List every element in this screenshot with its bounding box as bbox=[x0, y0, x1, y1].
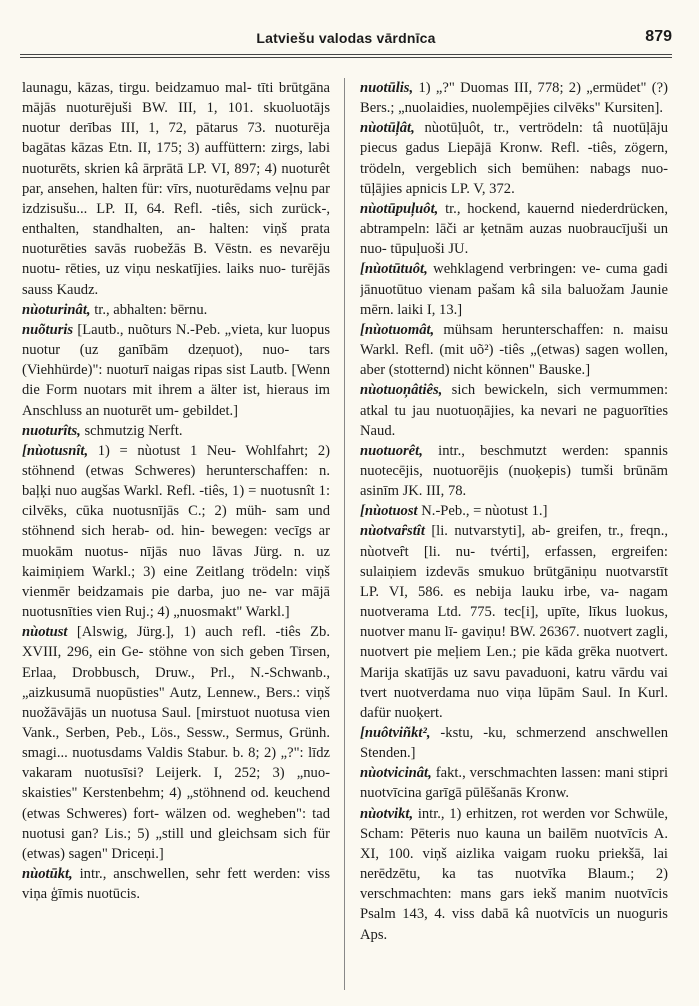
entry-headword: [nùotuost bbox=[360, 503, 418, 520]
entry-definition: intr., anschwellen, sehr fett werden: viss viņa ģīmis nuotūcis. bbox=[22, 866, 330, 903]
entry-definition: [Alswig, Jürg.], 1) auch refl. -tiês Zb. XVIII, 296, ein Ge- stöhne von sich geben Tirsen, Erlaa, Drobbusch, Druw., Prl., N.-Schwanb., „aizkusumā nuopūsties" Autz, Lennew., Bers.: viņš nuožāvājās un nuotusa Saul. [mirstuot nuotusa vien Vank., Serben, Peb., Lös., Sessw., Sermus, Grünh. smagi... nuotusdams Valdis Stabur. b. 8; 2) „?": līdz vakaram nuotusīsi? Leijerk. I, 252; 3) „nuo- skaisties" Kerstenbehm; 4) „stöhnend od. keuchend (etwas Schweres) fort- wälzen od. wegheben": tad nuotusi gan? Lis.; 5) „still und gleichsam sich für (etwas) sagen" Driceņi.] bbox=[22, 624, 330, 862]
entry-headword: nuotuorêt, bbox=[360, 442, 423, 459]
entry-headword: nùotuoņâtiês, bbox=[360, 382, 443, 399]
entry-headword: nùotūpuļuôt, bbox=[360, 200, 439, 217]
entry-definition: [li. nutvarstyti], ab- greifen, tr., freqn., nùotveȓt [li. nu- tvérti], erfassen, ergreifen: sulaiņiem izdevās smukuo brūtgāniņu nuotvarstīt LP. VI, 586. es nebija lauku irbe, va- nagam nuotverama Ltd. 775. tec[i], upīte, līkus luokus, nuotver manu lī- gaviņu! BW. 26367. nuotvert zagli, nuotvert pie meļiem Len.; pie kāda grēka nuotvert. Marija skatījās uz savu pavaduoni, katru vārdu vai tvert nuotverdama nuo viņa lūpām Saul. In Kurl. dafür nuoķert. bbox=[360, 523, 668, 721]
dictionary-entry bbox=[22, 622, 330, 864]
entry-headword: nùotust bbox=[22, 624, 68, 641]
column-divider bbox=[344, 78, 345, 990]
entry-headword: nùotvaȓstît bbox=[360, 523, 425, 540]
running-head bbox=[20, 22, 672, 56]
entry-definition: sich bewickeln, sich vermummen: atkal tu jau nuotuoņājies, ka nevari ne paguorīties Naud. bbox=[360, 382, 668, 439]
entry-definition: launagu, kāzas, tirgu. beidzamuo mal- tīti brūtgāna mājās nuoturējuši BW. III, 1, 101. skuoluotājs nuotur derības III, 1, 72, pātarus 73. nuoturēja bagātas kāzas Etn. II, 175; 3) auffüttern: zirgs, labi nuoturēts, skrien kâ ārprātā LP. VI, 897; 4) nuoturêt par, ansehen, halten für: vīrs, nuoturēdams veļnu par izdzisušu... LP. II, 64. Refl. -tiês, sich zurück-, enthalten, standhalten, an- halten: viņš prata nuoturēties savās ruobežās B. Vēstn. es nevarēju nuotu- rēties, uz viņu neskatījies. laiks nuo- turējās sauss Kaudz. bbox=[22, 80, 330, 298]
entry-headword: [nùotuomât, bbox=[360, 321, 435, 338]
dictionary-entry bbox=[360, 501, 668, 521]
entry-definition: N.-Peb., = nùotust 1.] bbox=[421, 503, 548, 520]
left-column bbox=[22, 78, 330, 990]
dictionary-entry bbox=[360, 723, 668, 763]
entry-definition: 1) = nùotust 1 Neu- Wohlfahrt; 2) stöhnend (etwas Schweres) herunterschaffen: n. baļķi nuo augšas Warkl. Refl. -tiês, 1) = nuotusnît 1: cilvēks, cūka nuotusnījās C.; 2) müh- sam und stöhnend sich herab- od. hin- bewegen: vecīgs ar muokām nuotus- nījās nuo lāvas Jürg. n. uz kaimiņiem Warkl.; 3) eine Zeitlang trödeln: viņš vienmēr beidzamais pie darba, juo ne- var mājā nuotusnīties vien Ruj.; 4) „nuosmakt" Warkl.] bbox=[22, 442, 330, 621]
entry-headword: [nùotusnît, bbox=[22, 442, 89, 459]
page-number: 879 bbox=[645, 28, 672, 45]
header-rule bbox=[20, 54, 672, 58]
dictionary-entry bbox=[22, 864, 330, 904]
entry-definition: wehklagend verbringen: ve- cuma gadi jānuotūtuo vienam pašam kâ sila baluožam Jaunie mērn. laiki I, 13.] bbox=[360, 261, 668, 318]
entry-definition: mühsam herunterschaffen: n. maisu Warkl. Refl. (mit uõ²) -tiês „(etwas) sagen wollen, aber (stotternd) nicht können" Bauske.] bbox=[360, 321, 668, 379]
dictionary-entry bbox=[360, 78, 668, 118]
dictionary-entry bbox=[360, 441, 668, 501]
right-column bbox=[360, 78, 668, 990]
dictionary-entry bbox=[360, 804, 668, 945]
dictionary-entry bbox=[360, 320, 668, 380]
dictionary-entry bbox=[22, 441, 330, 622]
entry-headword: [nùotūtuôt, bbox=[360, 261, 428, 278]
running-title: Latviešu valodas vārdnīca bbox=[256, 30, 436, 46]
entry-definition: intr., beschmutzt werden: spannis nuotecējis, nuotuorējis (nuoķepis) tumši brūnām asinīm JK. III, 78. bbox=[360, 442, 668, 500]
entry-headword: nuõturis bbox=[22, 321, 74, 338]
entry-headword: [nuôtviñkt², bbox=[360, 725, 431, 741]
dictionary-entry bbox=[22, 300, 330, 320]
dictionary-entry bbox=[360, 199, 668, 259]
dictionary-entry bbox=[360, 259, 668, 319]
entry-definition: fakt., verschmachten lassen: mani stipri nuotvīcina garīgā pūlēšanās Kronw. bbox=[360, 765, 668, 802]
entry-headword: nuotūlis, bbox=[360, 80, 414, 96]
entry-definition: [Lautb., nuõturs N.-Peb. „vieta, kur luopus nuotur (uz ganībām dzeņuot), nuo- tars (Viehhürde)": nuoturī naigas ripas sist Lautb. [Wenn die Form nuotars mit ihrem a älter ist, hieraus im Anschluss an nuoturēt um- gebildet.] bbox=[22, 321, 330, 419]
entry-definition: 1) „?" Duomas III, 778; 2) „ermüdet" (?) Bers.; „nuolaidies, nuolempējies cilvēks" Kursiten]. bbox=[360, 80, 668, 117]
entry-headword: nùotvicinât, bbox=[360, 765, 432, 782]
entry-headword: nùotvikt, bbox=[360, 805, 414, 822]
dictionary-entry bbox=[22, 78, 330, 300]
dictionary-entry bbox=[360, 118, 668, 199]
entry-headword: nùoturinât, bbox=[22, 301, 91, 318]
dictionary-entry bbox=[22, 421, 330, 441]
entry-definition: tr., abhalten: bērnu. bbox=[94, 301, 208, 318]
entry-headword: nuoturîts, bbox=[22, 422, 81, 439]
dictionary-entry bbox=[22, 320, 330, 421]
entry-definition: nùotūļuôt, tr., vertrödeln: tâ nuotūļāju piecus gadus Liepājā Kronw. Refl. -tiês, zögern, trödeln, vergeblich sich bemühen: nabags nuo- tūļājies apnicis LP. V, 372. bbox=[360, 120, 668, 197]
dictionary-entry bbox=[360, 763, 668, 803]
dictionary-entry bbox=[360, 521, 668, 723]
entry-definition: tr., hockend, kauernd niederdrücken, abtrampeln: lāči ar ķetnām auzas nuobraucījuši un nuo- tūpuļuoši JU. bbox=[360, 200, 668, 258]
entry-headword: nùotūļât, bbox=[360, 120, 415, 137]
dictionary-entry bbox=[360, 380, 668, 440]
entry-definition: -kstu, -ku, schmerzend anschwellen Stenden.] bbox=[360, 725, 668, 762]
entry-headword: nùotūkt, bbox=[22, 866, 73, 883]
entry-definition: schmutzig Nerft. bbox=[84, 422, 183, 439]
entry-definition: intr., 1) erhitzen, rot werden vor Schwüle, Scham: Pēteris nuo kauna un bailēm nuotvīcis A. XI, 100. viņš aizlika vaigam ruoku priekšā, lai nerēdzētu, ka tas nuotvīka Blaum.; 2) verschmachten: mans gars iekš manim nuotvīcis Psalm 143, 4. viss dabā kâ nuotvīcis un nuoguris Aps. bbox=[360, 805, 668, 943]
